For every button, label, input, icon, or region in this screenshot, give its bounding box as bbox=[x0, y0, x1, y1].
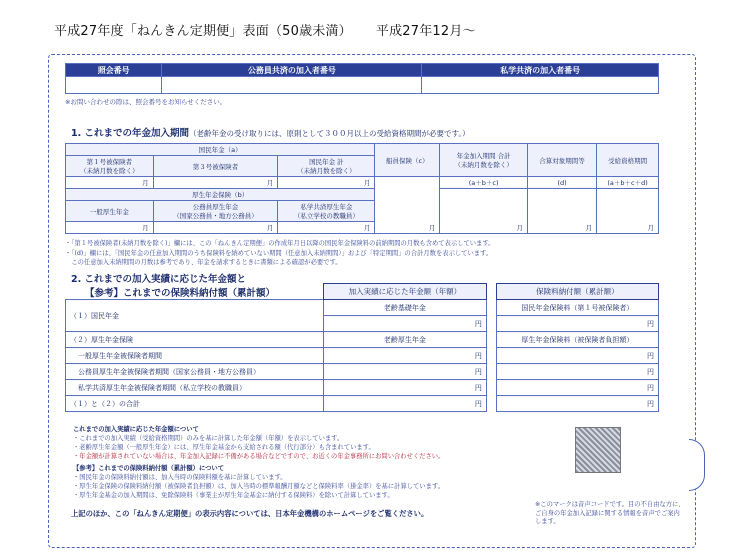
funin-value: 月 bbox=[375, 177, 440, 234]
col3-value: 月 bbox=[278, 177, 375, 189]
col1-value: 月 bbox=[66, 177, 154, 189]
ref-header-komuin: 公務員共済の加入者番号 bbox=[162, 64, 422, 77]
t2-gap bbox=[486, 348, 496, 364]
kosei-header: 厚生年金保険（b） bbox=[66, 189, 375, 201]
notes2-heading1: これまでの加入実績に応じた年金額について bbox=[73, 426, 199, 433]
row-kosei-2: 公務員厚生年金被保険者期間（国家公務員・地方公務員） bbox=[66, 364, 324, 380]
k3-value: 月 bbox=[278, 222, 375, 234]
col2-value: 月 bbox=[153, 177, 278, 189]
ref-header-shokai: 照会番号 bbox=[66, 64, 162, 77]
page-title-date: 平成27年12月～ bbox=[375, 24, 476, 39]
k2-sub: （国家公務員・地方公務員） bbox=[173, 212, 258, 220]
total-a-sub: （未納月数を除く） bbox=[454, 161, 513, 169]
k3-sub: （私立学校の教職員） bbox=[293, 212, 359, 220]
t2-gap bbox=[486, 300, 496, 316]
enrollment-period-table bbox=[65, 143, 659, 234]
t2-gap bbox=[486, 332, 496, 348]
pension-document bbox=[48, 54, 696, 548]
row1-amount-label: 老齢基礎年金 bbox=[324, 300, 487, 316]
row2-1-premium: 円 bbox=[496, 348, 658, 364]
row-kosei: （２）厚生年金保険 bbox=[66, 332, 324, 348]
t2-spacer bbox=[66, 284, 324, 300]
kokumin-header: 国民年金（a） bbox=[66, 144, 375, 156]
row2-3-premium: 円 bbox=[496, 380, 658, 396]
row1-premium-label: 国民年金保険料（第１号被保険者） bbox=[496, 300, 658, 316]
jukyu-header: 受給資格期間 bbox=[597, 144, 659, 177]
ref-header-shigaku: 私学共済の加入者番号 bbox=[422, 64, 659, 77]
k2-label: 公務員厚生年金 bbox=[192, 203, 239, 211]
funin-header: 船員保険（c） bbox=[375, 144, 440, 177]
section2-heading2: 【参考】これまでの保険料納付額（累計額） bbox=[85, 288, 276, 299]
notes2-line3: ・年金額が計算されていない場合は、年金加入記録に不備がある場合などですので、お近くの年金事務所にお問い合わせください。 bbox=[73, 453, 445, 460]
section1-notes bbox=[65, 239, 494, 268]
godo-header: 合算対象期間等 bbox=[527, 144, 596, 177]
k3-header bbox=[278, 201, 375, 222]
t2-gap bbox=[486, 380, 496, 396]
godo-value: 月 bbox=[527, 189, 596, 234]
t2-gap bbox=[486, 364, 496, 380]
k1-header: 一般厚生年金 bbox=[66, 201, 154, 222]
jukyu-formula: (a＋b＋c＋d) bbox=[597, 177, 659, 189]
total-amount: 円 bbox=[324, 396, 487, 412]
row2-amount-label: 老齢厚生年金 bbox=[324, 332, 487, 348]
notes2-line4: ・国民年金の保険料納付額は、加入当時の保険料額を基に計算しています。 bbox=[73, 474, 287, 481]
voice-code-note: ※このマークは音声コードです。目の不自由な方に、ご自身の年金加入記録に関する情報を音声でご案内します。 bbox=[535, 501, 685, 525]
note1-line3: この任意加入未納期間の月数は参考であり、年金を請求するときに書類による確認が必要です。 bbox=[65, 259, 342, 266]
row-kokumin: （１）国民年金 bbox=[66, 300, 324, 332]
k2-header bbox=[153, 201, 278, 222]
t2-gap bbox=[486, 396, 496, 412]
voice-code-icon bbox=[575, 427, 621, 473]
ref-value-shokai bbox=[66, 77, 162, 94]
col3-header bbox=[278, 156, 375, 177]
col2-header: 第３号被保険者 bbox=[153, 156, 278, 177]
row2-1-amount: 円 bbox=[324, 348, 487, 364]
notes2-heading2: 【参考】これまでの保険料納付額（累計額）について bbox=[73, 465, 224, 472]
section2-notes bbox=[73, 425, 444, 500]
page-title bbox=[54, 20, 476, 39]
total-a-formula: (a＋b＋c) bbox=[440, 177, 528, 189]
col1-header bbox=[66, 156, 154, 177]
row2-premium-label: 厚生年金保険料（被保険者負担額） bbox=[496, 332, 658, 348]
premium-header: 保険料納付額（累計額） bbox=[496, 284, 658, 300]
amount-header: 加入実績に応じた年金額（年額） bbox=[324, 284, 487, 300]
notes2-line1: ・これまでの加入実績（受給資格期間）のみを基に計算した年金額（年額）を表示しています。 bbox=[73, 435, 344, 442]
row-total: （１）と（２）の合計 bbox=[66, 396, 324, 412]
k3-label: 私学共済厚生年金 bbox=[300, 203, 353, 211]
footer-note: 上記のほか、この「ねんきん定期便」の表示内容については、日本年金機構のホームページをご覧ください。 bbox=[71, 509, 429, 518]
notes2-line6: ・厚生年金基金の加入期間は、免除保険料（事業主が厚生年金基金に納付する保険料）を除いて計算しています。 bbox=[73, 492, 394, 499]
col1-label: 第１号被保険者 bbox=[86, 158, 133, 166]
ref-note: ※お問い合わせの際は、照会番号をお知らせください。 bbox=[65, 98, 227, 106]
row-kosei-1: 一般厚生年金被保険者期間 bbox=[66, 348, 324, 364]
col3-sub: （未納月数を除く） bbox=[297, 167, 356, 175]
section2-heading: 2. これまでの加入実績に応じた年金額と bbox=[71, 274, 247, 285]
row2-2-premium: 円 bbox=[496, 364, 658, 380]
page-title-main: 平成27年度「ねんきん定期便」表面（50歳未満） bbox=[54, 24, 352, 39]
row2-2-amount: 円 bbox=[324, 364, 487, 380]
total-a-header bbox=[440, 144, 528, 177]
jukyu-value: 月 bbox=[597, 189, 659, 234]
t2-gap bbox=[486, 316, 496, 332]
col3-label: 国民年金 計 bbox=[309, 158, 344, 166]
row1-amount-value: 円 bbox=[324, 316, 487, 332]
ref-value-komuin bbox=[162, 77, 422, 94]
section1-paren: （老齢年金の受け取りには、原則として３００月以上の受給資格期間が必要です。） bbox=[189, 129, 470, 138]
section1-title bbox=[71, 125, 470, 139]
row2-3-amount: 円 bbox=[324, 380, 487, 396]
t2-gap bbox=[486, 284, 496, 300]
k1-value: 月 bbox=[66, 222, 154, 234]
col1-sub: （未納月数を除く） bbox=[80, 167, 139, 175]
section1-heading: 1. これまでの年金加入期間 bbox=[71, 128, 190, 139]
row-kosei-3: 私学共済厚生年金被保険者期間（私立学校の教職員） bbox=[66, 380, 324, 396]
pension-amount-table bbox=[65, 283, 659, 412]
total-a-value: 月 bbox=[440, 189, 528, 234]
notes2-line2: ・老齢厚生年金額（一般厚生年金）には、厚生年金基金から支給される額（代行部分）も含まれています。 bbox=[73, 444, 375, 451]
notes2-line5: ・厚生年金保険の保険料納付額（被保険者負担額）は、加入当時の標準報酬月額などと保険料率（掛金率）を基に計算しています。 bbox=[73, 483, 445, 490]
total-a-label: 年金加入期間 合計 bbox=[456, 152, 511, 160]
note1-line2: ・「(d)」欄には、「国民年金の任意加入期間のうち保険料を納めていない期間（任意加入未納期間）」および「特定期間」の合計月数を表示しています。 bbox=[65, 249, 493, 257]
reference-number-table bbox=[65, 63, 659, 94]
row1-premium-value: 円 bbox=[496, 316, 658, 332]
k2-value: 月 bbox=[153, 222, 278, 234]
total-premium: 円 bbox=[496, 396, 658, 412]
perforation-tab bbox=[689, 439, 705, 491]
godo-formula: (d) bbox=[527, 177, 596, 189]
note1-line1: ・「第１号被保険者(未納月数を除く)」欄には、この「ねんきん定期便」の作成年月日以降の国民年金保険料の前納期間の月数も含めて表示しています。 bbox=[65, 240, 495, 247]
ref-value-shigaku bbox=[422, 77, 659, 94]
